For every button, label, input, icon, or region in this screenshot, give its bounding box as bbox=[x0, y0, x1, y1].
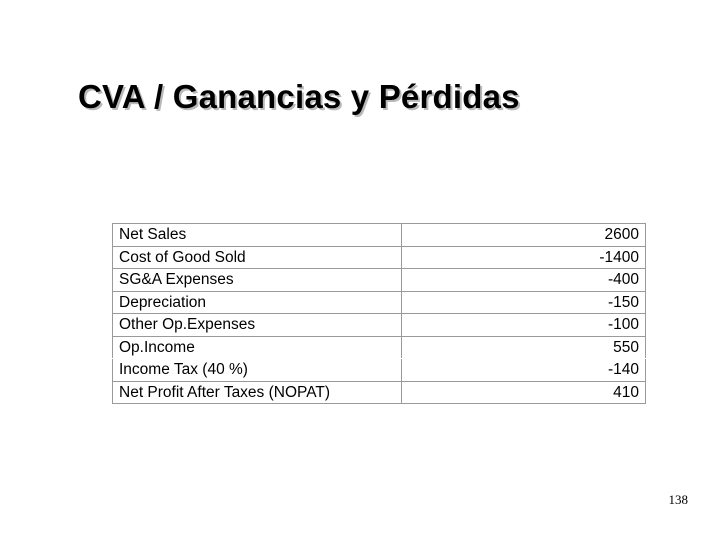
page-number: 138 bbox=[668, 492, 688, 507]
table-row bbox=[113, 336, 646, 359]
row-value: 2600 bbox=[402, 224, 646, 247]
row-label: Depreciation bbox=[113, 291, 402, 314]
row-label: Cost of Good Sold bbox=[113, 246, 402, 269]
table-row bbox=[113, 269, 646, 292]
table-row bbox=[113, 381, 646, 404]
table-row bbox=[113, 314, 646, 337]
row-value: -1400 bbox=[402, 246, 646, 269]
row-label: SG&A Expenses bbox=[113, 269, 402, 292]
row-value: -100 bbox=[402, 314, 646, 337]
row-value: 550 bbox=[402, 336, 646, 359]
row-value: -140 bbox=[402, 359, 646, 382]
row-value: -150 bbox=[402, 291, 646, 314]
row-value: -400 bbox=[402, 269, 646, 292]
row-value: 410 bbox=[402, 381, 646, 404]
slide-title: CVA / Ganancias y Pérdidas bbox=[78, 78, 520, 115]
row-label: Net Profit After Taxes (NOPAT) bbox=[113, 381, 402, 404]
table-row bbox=[113, 246, 646, 269]
profit-loss-table bbox=[112, 223, 646, 404]
table-row bbox=[113, 291, 646, 314]
row-label: Net Sales bbox=[113, 224, 402, 247]
row-label: Op.Income bbox=[113, 336, 402, 359]
table-row bbox=[113, 224, 646, 247]
row-label: Income Tax (40 %) bbox=[113, 359, 402, 382]
table-row bbox=[113, 359, 646, 382]
row-label: Other Op.Expenses bbox=[113, 314, 402, 337]
